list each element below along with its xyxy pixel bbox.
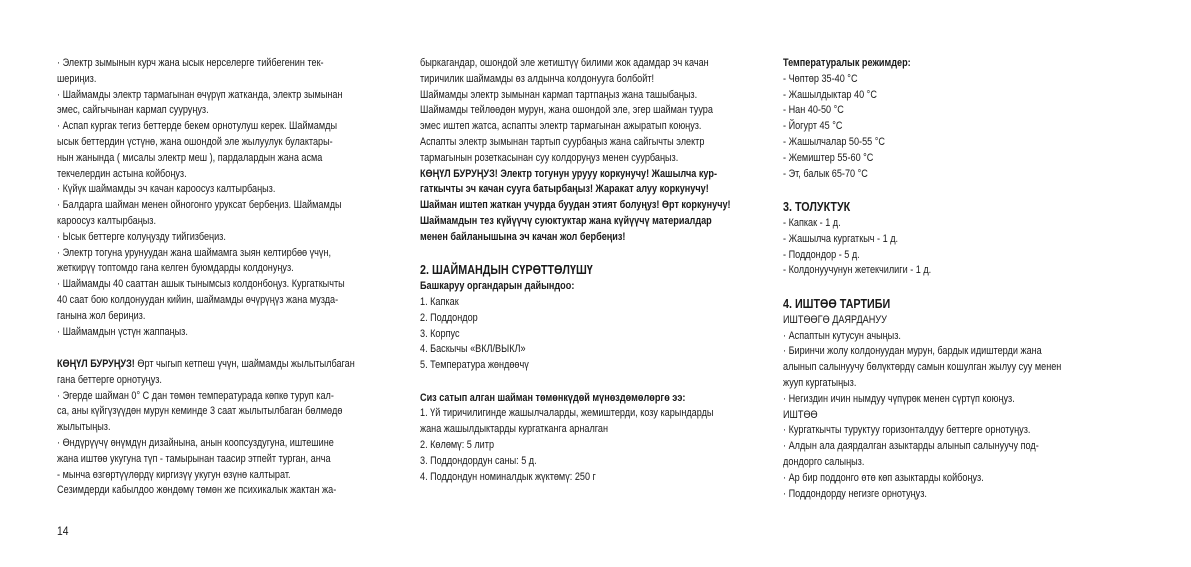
text-line: · Өндүрүүчү өнүмдүн дизайнына, анын коопсуздугуна, иштешине <box>57 436 334 449</box>
warning-lead: КӨҢҮЛ БУРУҢУЗ! <box>57 357 135 370</box>
text-line: 3. Поддондордун саны: 5 д. <box>420 454 537 467</box>
text-line: Сезимдерди кабылдоо жөндөмү төмөн же психикалык жактан жа- <box>57 484 337 497</box>
text-line: Шаймамды электр зымынан кармап тартпаңыз жана ташыбаңыз. <box>420 88 698 101</box>
spacer <box>57 340 397 357</box>
text-line: Шайман иштеп жаткан учурда буудан этият болуңуз! Өрт коркунучу! <box>420 199 731 212</box>
text-line: жеткирүү топтомдо гана келген буюмдарды колдонуңуз. <box>57 262 294 275</box>
text-line: ысык беттердин үстүнө, жана ошондой эле жылуулук булактары- <box>57 135 333 148</box>
text-line: эмес, сайгычынан кармап сууруңуз. <box>57 104 209 117</box>
text-line: - Капкак - 1 д. <box>783 216 841 229</box>
text-line: Температуралык режимдер: <box>783 57 911 69</box>
text-line: · Күйүк шаймамды эч качан кароосуз калтырбаңыз. <box>57 183 276 196</box>
text-line: ганына жол бериңиз. <box>57 309 146 322</box>
spacer <box>783 279 1135 296</box>
text-line: кароосуз калтырбаңыз. <box>57 214 156 227</box>
text-line: нын жанында ( мисалы электр меш ), пардалардын жана асма <box>57 151 323 164</box>
text-line: · Шаймамды электр тармагынан өчүрүп жатканда, электр зымынан <box>57 88 343 101</box>
text-line: · Алдын ала даярдалган азыктарды алынып салынуучу под- <box>783 440 1039 453</box>
text-rest: Өрт чыгып кетпеш үчүн, шаймамды жылытылбаган <box>134 357 355 370</box>
text-line: тармагынын розеткасынан суу колдоруңуз менен суурбаңыз. <box>420 151 679 164</box>
text-line: 40 саат бою колдонуудан кийин, шаймамды өчүрүңүз жана музда- <box>57 293 339 306</box>
text-line: - Эт, балык 65-70 °С <box>783 167 868 180</box>
text-line: - Чөптөр 35-40 °С <box>783 72 858 85</box>
text-line: жана жашылдыктарды кургатканга арналган <box>420 423 609 436</box>
text-line: ИШТӨӨГӨ ДАЯРДАНУУ <box>783 313 887 326</box>
text-line: · Электр зымынын курч жана ысык нерселерге тийбегенин тек- <box>57 57 324 69</box>
column-middle <box>420 56 763 485</box>
text-line: · Балдарга шайман менен ойногонго уруксат бербеңиз. Шаймамды <box>57 199 342 212</box>
text-line: 1. Үй тиричилигинде жашылчаларды, жемиштерди, козу карындарды <box>420 407 714 420</box>
text-line: - Йогурт 45 °С <box>783 120 843 133</box>
column-right <box>783 56 1135 502</box>
text-line: гаткычты эч качан сууга батырбаңыз! Жаракат алуу коркунучу! <box>420 183 709 196</box>
text-line: - Жашылчалар 50-55 °С <box>783 135 885 148</box>
text-line: 1. Капкак <box>420 295 459 308</box>
text-line: · Негиздин ичин нымдуу чүпүрөк менен сүртүп коюңуз. <box>783 392 1015 405</box>
text-line: шериңиз. <box>57 72 97 85</box>
text-line: · Кургаткычты туруктуу горизонталдуу беттерге орнотуңуз. <box>783 424 1031 437</box>
text-line: алынып салынуучу бөлүктөрдү самын кошулган жылуу суу менен <box>783 361 1062 374</box>
text-line: жууп кургатыңыз. <box>783 376 857 389</box>
text-line: дондорго салыңыз. <box>783 455 865 468</box>
text-line: · Шаймамды 40 сааттан ашык тынымсыз колдонбоңуз. Кургаткычты <box>57 278 345 291</box>
text-line: - Жашылча кургаткыч - 1 д. <box>783 232 899 245</box>
text-line: гана беттерге орнотуңуз. <box>57 373 162 386</box>
text-line: 2. Поддондор <box>420 311 478 324</box>
text-line: - Колдонуучунун жетекчилиги - 1 д. <box>783 264 932 277</box>
column-left <box>57 56 397 499</box>
text-line: · Аспап кургак тегиз беттерде бекем орнотулуш керек. Шаймамды <box>57 120 338 133</box>
text-line: - Нан 40-50 °С <box>783 104 844 117</box>
spacer <box>420 246 763 263</box>
text-line: - Жашылдыктар 40 °С <box>783 88 877 101</box>
text-line: - Поддондор - 5 д. <box>783 248 860 261</box>
text-line <box>57 357 355 373</box>
text-line: 3. Корпус <box>420 327 460 340</box>
text-line: ИШТӨӨ <box>783 408 818 421</box>
text-line: КӨҢҮЛ БУРУҢУЗ! Электр тогунун урууу коркунучу! Жашылча кур- <box>420 167 717 180</box>
text-line: эмес иштеп жатса, аспапты электр тармагынан ажыратып коюңуз. <box>420 120 702 133</box>
text-line: · Ар бир поддонго өтө көп азыктарды койбоңуз. <box>783 471 984 484</box>
text-line: Аспапты электр зымынан тартып суурбаңыз жана сайгычты электр <box>420 135 705 148</box>
section-heading: 4. ИШТӨӨ ТАРТИБИ <box>783 296 891 311</box>
text-line: 4. Поддондун номиналдык жүктөмү: 250 г <box>420 470 596 483</box>
text-line: · Поддондорду негизге орнотуңуз. <box>783 487 927 500</box>
text-line: - мынча өзгөртүүлөрдү киргизүү укугун өзүнө калтырат. <box>57 468 291 481</box>
text-line: 4. Баскычы «ВКЛ/ВЫКЛ» <box>420 343 526 356</box>
text-line: Шаймамды тейлөөдөн мурун, жана ошондой эле, эгер шайман туура <box>420 104 713 117</box>
text-line: · Ысык беттерге колуңузду тийгизбеңиз. <box>57 230 226 243</box>
text-line: · Электр тогуна урунуудан жана шаймамга зыян келтирбөө үчүн, <box>57 246 332 259</box>
page-number: 14 <box>57 524 69 538</box>
text-line: жылытыңыз. <box>57 421 111 434</box>
text-line: 5. Температура жөндөөчү <box>420 359 529 372</box>
text-line: са, аны күйгүзүүдөн мурун кеминде 3 саат жылытылбаган бөлмөдө <box>57 405 343 418</box>
text-line: быркагандар, ошондой эле жетиштүү билими жок адамдар эч качан <box>420 57 709 69</box>
text-line: текчелердин астына койбоңуз. <box>57 167 187 180</box>
text-line: · Биринчи жолу колдонуудан мурун, бардык идиштерди жана <box>783 345 1042 358</box>
section-heading: 3. ТОЛУКТУК <box>783 199 851 214</box>
section-heading: 2. ШАЙМАНДЫН СҮРӨТТӨЛҮШҮ <box>420 263 593 278</box>
text-line: Башкаруу органдарын дайындоо: <box>420 280 575 293</box>
text-line: менен байланышына эч качан жол бербеңиз! <box>420 230 626 243</box>
text-line: тиричилик шаймамды өз алдынча колдонууга болбойт! <box>420 72 655 85</box>
spacer <box>420 374 763 391</box>
text-line: · Аспаптын кутусун ачыңыз. <box>783 329 901 342</box>
text-line: жана иштөө укугуна түп - тамырынан таасир этпейт турган, анча <box>57 452 331 465</box>
text-line: · Эгерде шайман 0° С дан төмөн температурада көпкө туруп кал- <box>57 389 334 402</box>
text-line: 2. Көлөмү: 5 литр <box>420 438 495 451</box>
text-line: · Шаймамдын үстүн жаппаңыз. <box>57 325 188 338</box>
text-line: - Жемиштер 55-60 °С <box>783 151 874 164</box>
text-line: Шаймамдын тез күйүүчү суюктуктар жана күйүүчү материалдар <box>420 214 712 227</box>
text-line: Сиз сатып алган шайман төмөнкүдөй мүнөздөмөлөргө ээ: <box>420 391 686 404</box>
spacer <box>783 182 1135 199</box>
